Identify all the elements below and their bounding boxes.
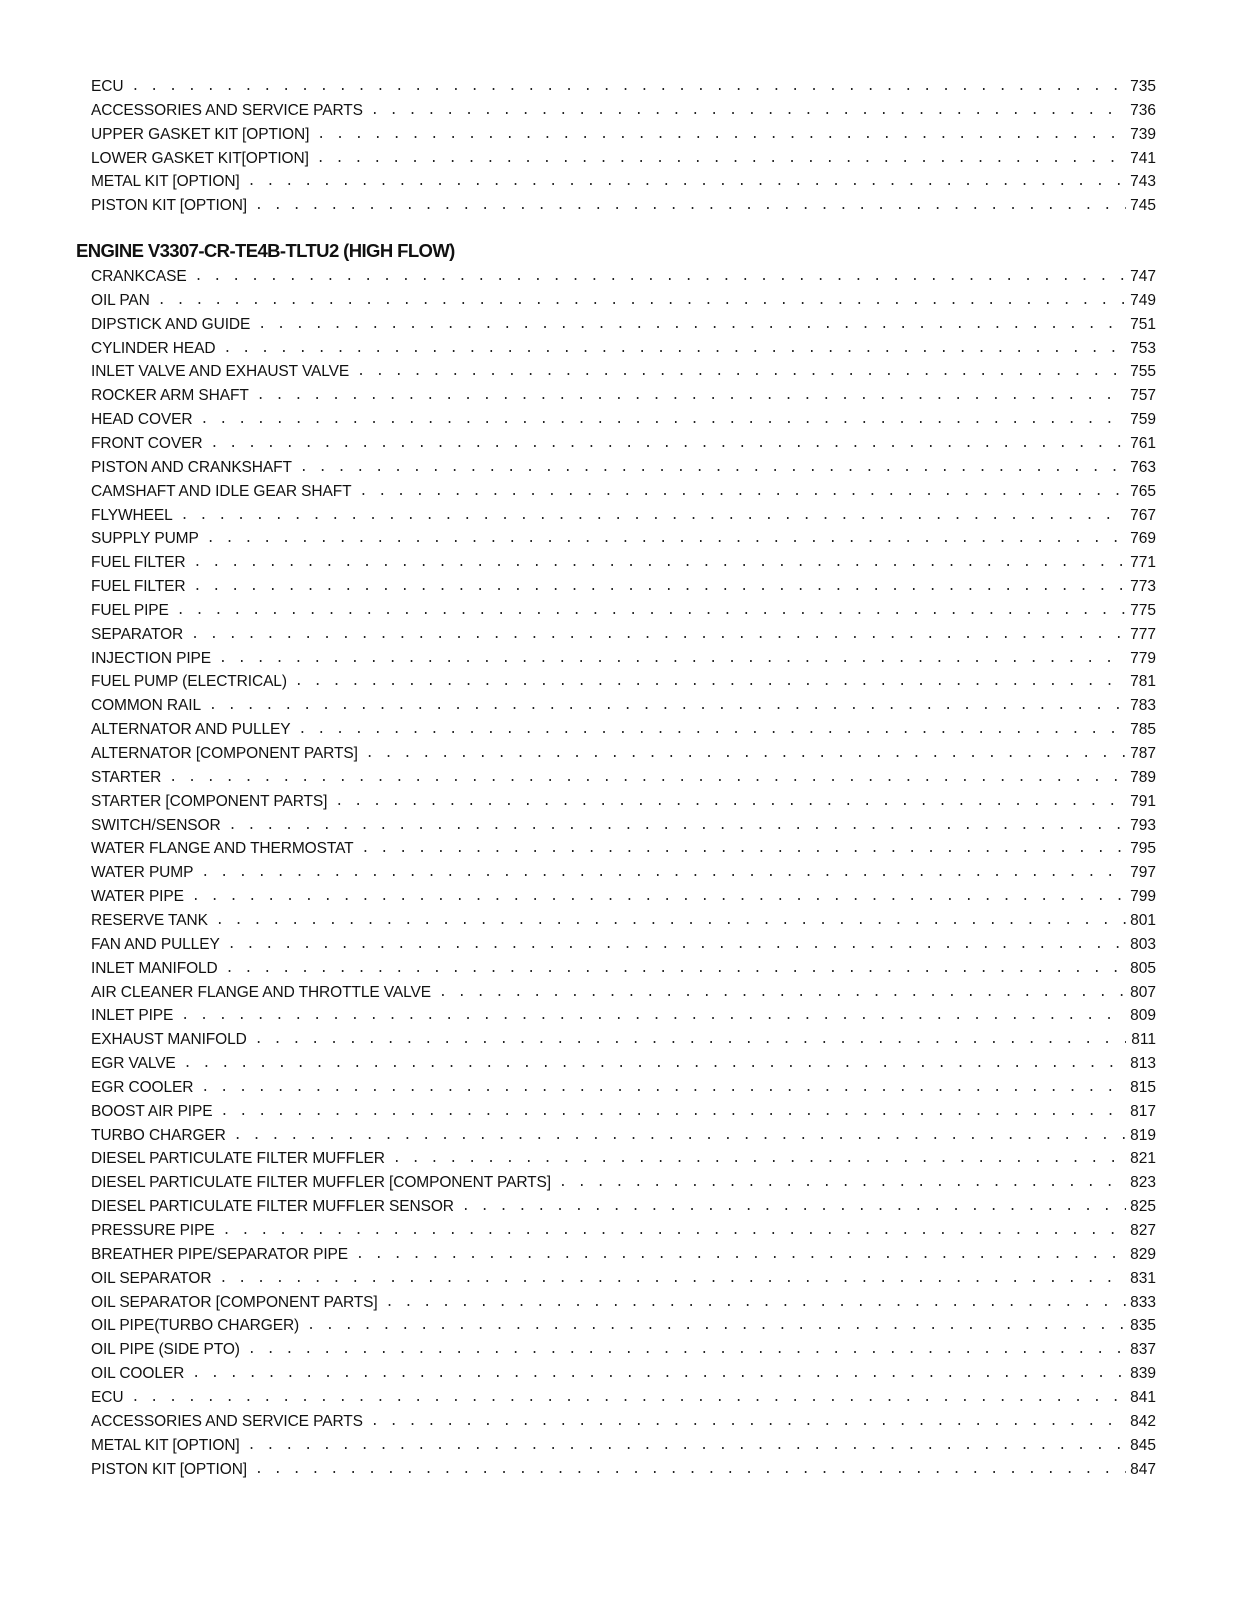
toc-entry-title: CRANKCASE [91,268,187,285]
toc-entry-page-number: 759 [1130,411,1156,429]
toc-entry-title: HEAD COVER [91,411,193,429]
toc-entry-title: DIESEL PARTICULATE FILTER MUFFLER [COMPONENT PARTS] [91,1174,551,1192]
toc-entry[interactable] [91,74,1156,96]
toc-entry-title: COMMON RAIL [91,697,201,715]
toc-entry[interactable] [91,169,1156,191]
dot-leader [216,913,1126,930]
toc-entry-title: ALTERNATOR [COMPONENT PARTS] [91,745,358,762]
toc-entry-page-number: 827 [1130,1222,1156,1239]
toc-entry-title: DIPSTICK AND GUIDE [91,315,251,333]
toc-entry-page-number: 842 [1130,1412,1156,1430]
toc-entry-title: CAMSHAFT AND IDLE GEAR SHAFT [91,482,352,500]
toc-entry[interactable] [91,860,1156,882]
toc-entry-page-number: 777 [1130,625,1156,643]
toc-entry[interactable] [91,622,1156,644]
dot-leader [255,1462,1126,1479]
toc-entry[interactable] [91,1218,1156,1240]
dot-leader [371,1414,1126,1431]
dot-leader [317,127,1126,144]
toc-entry-title: BOOST AIR PIPE [91,1102,213,1120]
dot-leader [386,1295,1126,1312]
dot-leader [393,1151,1126,1168]
toc-entry-page-number: 767 [1130,506,1156,524]
toc-entry[interactable] [91,980,1156,1002]
toc-entry-page-number: 736 [1130,101,1156,119]
toc-entry[interactable] [91,956,1156,978]
toc-entry[interactable] [91,1170,1156,1192]
toc-entry[interactable] [91,479,1156,501]
toc-entry[interactable] [91,122,1156,144]
toc-entry-title: CYLINDER HEAD [91,339,216,357]
dot-leader [181,508,1126,525]
toc-entry-title: OIL PIPE (SIDE PTO) [91,1341,240,1359]
toc-entry-page-number: 837 [1130,1341,1156,1359]
dot-leader [158,293,1126,310]
toc-entry-title: FUEL PIPE [91,601,169,619]
toc-entry-title: RESERVE TANK [91,911,208,929]
dot-leader [195,269,1126,286]
toc-entry-page-number: 739 [1130,125,1156,143]
toc-entry-page-number: 833 [1130,1293,1156,1311]
toc-entry[interactable] [91,1433,1156,1455]
dot-leader [131,1390,1126,1407]
toc-entry-page-number: 757 [1130,387,1156,405]
toc-entry[interactable] [91,455,1156,477]
toc-entry-page-number: 803 [1130,935,1156,953]
toc-entry-page-number: 755 [1130,363,1156,381]
toc-entry-page-number: 769 [1130,530,1156,548]
toc-entry-title: SUPPLY PUMP [91,530,199,548]
toc-entry[interactable] [91,836,1156,858]
dot-leader [191,627,1126,644]
dot-leader [335,794,1126,811]
toc-entry-page-number: 823 [1130,1174,1156,1192]
toc-entry-title: STARTER [91,768,162,786]
toc-entry[interactable] [91,383,1156,405]
toc-entry-page-number: 805 [1130,959,1156,977]
toc-entry[interactable] [91,1194,1156,1216]
toc-entry-title: WATER PUMP [91,864,194,882]
toc-entry[interactable] [91,884,1156,906]
toc-entry-page-number: 835 [1130,1317,1156,1335]
toc-entry-title: EGR COOLER [91,1078,194,1096]
dot-leader [559,1175,1126,1192]
toc-entry-title: STARTER [COMPONENT PARTS] [91,792,328,810]
toc-entry-page-number: 781 [1130,673,1156,691]
toc-entry-page-number: 771 [1130,554,1156,572]
toc-entry[interactable] [91,574,1156,596]
toc-entry-page-number: 809 [1130,1007,1156,1025]
toc-entry-title: PISTON KIT [OPTION] [91,1460,247,1478]
toc-entry[interactable] [91,1051,1156,1073]
toc-entry-title: OIL PIPE(TURBO CHARGER) [91,1317,300,1335]
toc-entry[interactable] [91,1337,1156,1359]
toc-entry-page-number: 793 [1130,816,1156,834]
toc-entry-title: ECU [91,1388,124,1406]
toc-entry-page-number: 787 [1130,745,1156,762]
toc-entry-title: SWITCH/SENSOR [91,816,221,834]
toc-entry-title: AIR CLEANER FLANGE AND THROTTLE VALVE [91,983,431,1001]
toc-entry[interactable] [91,717,1156,739]
dot-leader [359,484,1126,501]
toc-entry[interactable] [91,526,1156,548]
dot-leader [221,1104,1127,1121]
toc-entry[interactable] [91,789,1156,811]
toc-entry[interactable] [91,646,1156,668]
dot-leader [209,698,1126,715]
toc-entry[interactable] [91,1266,1156,1288]
dot-leader [439,985,1126,1002]
dot-leader [257,388,1126,405]
toc-entry-page-number: 797 [1130,864,1156,882]
toc-entry[interactable] [91,264,1156,286]
toc-entry-page-number: 845 [1130,1436,1156,1454]
toc-entry-title: OIL PAN [91,291,150,309]
toc-entry[interactable] [91,193,1156,215]
toc-entry-page-number: 819 [1130,1126,1156,1144]
toc-entry[interactable] [91,908,1156,930]
dot-leader [207,531,1126,548]
dot-leader [131,79,1126,96]
toc-entry-title: METAL KIT [OPTION] [91,173,240,191]
toc-entry-title: LOWER GASKET KIT[OPTION] [91,149,309,167]
dot-leader [201,1080,1126,1097]
toc-entry-page-number: 831 [1130,1269,1156,1287]
dot-leader [229,818,1126,835]
dot-leader [371,103,1126,120]
dot-leader [462,1199,1126,1216]
dot-leader [248,1342,1126,1359]
toc-entry-page-number: 735 [1130,78,1156,95]
toc-entry-page-number: 807 [1130,983,1156,1001]
dot-leader [192,889,1126,906]
toc-entry-title: EXHAUST MANIFOLD [91,1031,247,1049]
toc-entry[interactable] [91,1409,1156,1431]
toc-entry[interactable] [91,765,1156,787]
toc-entry[interactable] [91,598,1156,620]
dot-leader [223,341,1126,358]
toc-entry[interactable] [91,669,1156,691]
toc-entry-page-number: 821 [1130,1150,1156,1168]
toc-entry-title: EGR VALVE [91,1055,176,1073]
toc-entry[interactable] [91,1123,1156,1145]
dot-leader [248,1438,1126,1455]
dot-leader [356,1247,1126,1264]
toc-entry-page-number: 841 [1130,1388,1156,1406]
toc-entry-page-number: 829 [1130,1245,1156,1263]
dot-leader [223,1223,1126,1240]
toc-entry-page-number: 815 [1130,1078,1156,1096]
dot-leader [307,1318,1126,1335]
dot-leader [201,412,1127,429]
toc-entry-page-number: 779 [1130,649,1156,667]
toc-entry-page-number: 813 [1130,1055,1156,1073]
toc-entry-page-number: 749 [1130,291,1156,309]
dot-leader [357,364,1126,381]
toc-entry-title: OIL SEPARATOR [COMPONENT PARTS] [91,1293,378,1311]
toc-entry-page-number: 775 [1130,601,1156,619]
toc-entry[interactable] [91,336,1156,358]
dot-leader [317,151,1126,168]
toc-entry-title: FUEL PUMP (ELECTRICAL) [91,673,287,691]
toc-entry-page-number: 811 [1131,1031,1156,1049]
toc-entry-title: ACCESSORIES AND SERVICE PARTS [91,101,363,119]
toc-entry[interactable] [91,1027,1156,1049]
toc-entry-title: ROCKER ARM SHAFT [91,387,249,405]
toc-entry[interactable] [91,1313,1156,1335]
toc-entry-title: PISTON KIT [OPTION] [91,197,247,215]
dot-leader [226,961,1126,978]
toc-entry-page-number: 801 [1130,911,1156,929]
toc-entry-page-number: 753 [1130,339,1156,357]
dot-leader [362,841,1126,858]
toc-entry-page-number: 745 [1130,197,1156,215]
toc-entry[interactable] [91,932,1156,954]
dot-leader [219,1271,1126,1288]
toc-entry-title: FUEL FILTER [91,554,186,572]
toc-entry-page-number: 799 [1130,888,1156,906]
toc-entry[interactable] [91,98,1156,120]
toc-entry-page-number: 825 [1130,1198,1156,1216]
toc-entry-title: WATER FLANGE AND THERMOSTAT [91,840,354,858]
toc-entry-title: OIL COOLER [91,1365,185,1383]
toc-entry-page-number: 773 [1130,578,1156,596]
toc-entry-title: BREATHER PIPE/SEPARATOR PIPE [91,1245,349,1263]
toc-entry-page-number: 765 [1130,482,1156,500]
dot-leader [219,651,1126,668]
toc-entry-title: PISTON AND CRANKSHAFT [91,458,292,476]
toc-entry[interactable] [91,1290,1156,1312]
dot-leader [234,1128,1126,1145]
toc-entry[interactable] [91,407,1156,429]
toc-entry-page-number: 783 [1130,697,1156,715]
toc-entry-title: FLYWHEEL [91,506,173,524]
toc-entry[interactable] [91,431,1156,453]
dot-leader [177,603,1126,620]
toc-entry-title: FAN AND PULLEY [91,935,220,953]
toc-entry[interactable] [91,1003,1156,1025]
toc-entry-page-number: 761 [1130,434,1156,452]
toc-entry[interactable] [91,312,1156,334]
toc-entry-title: TURBO CHARGER [91,1126,226,1144]
toc-entry-title: METAL KIT [OPTION] [91,1436,240,1454]
dot-leader [194,579,1127,596]
toc-entry-title: INLET PIPE [91,1007,174,1025]
toc-entry-title: DIESEL PARTICULATE FILTER MUFFLER SENSOR [91,1198,454,1216]
toc-entry-title: INLET VALVE AND EXHAUST VALVE [91,363,350,381]
toc-entry-title: OIL SEPARATOR [91,1269,212,1287]
toc-entry-page-number: 751 [1130,315,1156,333]
toc-entry-page-number: 789 [1130,768,1156,786]
toc-entry-title: FUEL FILTER [91,578,186,596]
dot-leader [255,198,1126,215]
toc-entry[interactable] [91,1242,1156,1264]
dot-leader [210,436,1126,453]
toc-entry-page-number: 839 [1130,1365,1156,1383]
toc-entry-page-number: 741 [1130,149,1156,167]
toc-entry-title: FRONT COVER [91,434,203,452]
toc-entry[interactable] [91,693,1156,715]
toc-entry[interactable] [91,1146,1156,1168]
toc-entry[interactable] [91,1075,1156,1097]
dot-leader [192,1366,1126,1383]
toc-entry-page-number: 795 [1130,840,1156,858]
toc-entry-title: WATER PIPE [91,888,184,906]
toc-entry[interactable] [91,550,1156,572]
toc-entry-page-number: 847 [1130,1460,1156,1478]
dot-leader [258,317,1126,334]
dot-leader [169,770,1126,787]
toc-entry[interactable] [91,1457,1156,1479]
dot-leader [366,746,1126,763]
toc-entry[interactable] [91,288,1156,310]
dot-leader [298,722,1126,739]
toc-entry-title: ACCESSORIES AND SERVICE PARTS [91,1412,363,1430]
toc-entry-page-number: 747 [1130,268,1156,285]
toc-entry-title: UPPER GASKET KIT [OPTION] [91,125,310,143]
toc-entry-title: INJECTION PIPE [91,649,212,667]
toc-entry[interactable] [91,1361,1156,1383]
toc-entry-page-number: 785 [1130,721,1156,739]
toc-entry-title: ALTERNATOR AND PULLEY [91,721,291,739]
toc-entry-page-number: 817 [1130,1102,1156,1120]
toc-entry[interactable] [91,1385,1156,1407]
dot-leader [181,1008,1126,1025]
dot-leader [228,937,1126,954]
toc-entry[interactable] [91,503,1156,525]
toc-entry-page-number: 743 [1130,173,1156,191]
toc-entry[interactable] [91,741,1156,763]
toc-entry-title: INLET MANIFOLD [91,959,218,977]
toc-entry-page-number: 763 [1130,458,1156,476]
toc-entry[interactable] [91,359,1156,381]
toc-entry-title: SEPARATOR [91,625,184,643]
dot-leader [201,865,1126,882]
toc-entry-title: PRESSURE PIPE [91,1222,215,1239]
toc-entry[interactable] [91,146,1156,168]
toc-entry[interactable] [91,1099,1156,1121]
toc-entry[interactable] [91,813,1156,835]
dot-leader [248,174,1126,191]
dot-leader [194,555,1127,572]
toc-entry-title: DIESEL PARTICULATE FILTER MUFFLER [91,1150,385,1168]
dot-leader [184,1056,1126,1073]
dot-leader [300,460,1126,477]
toc-entry-title: ECU [91,78,124,95]
toc-entry-page-number: 791 [1130,792,1156,810]
dot-leader [255,1032,1126,1049]
section-heading: ENGINE V3307-CR-TE4B-TLTU2 (HIGH FLOW) [76,240,455,261]
dot-leader [295,674,1126,691]
